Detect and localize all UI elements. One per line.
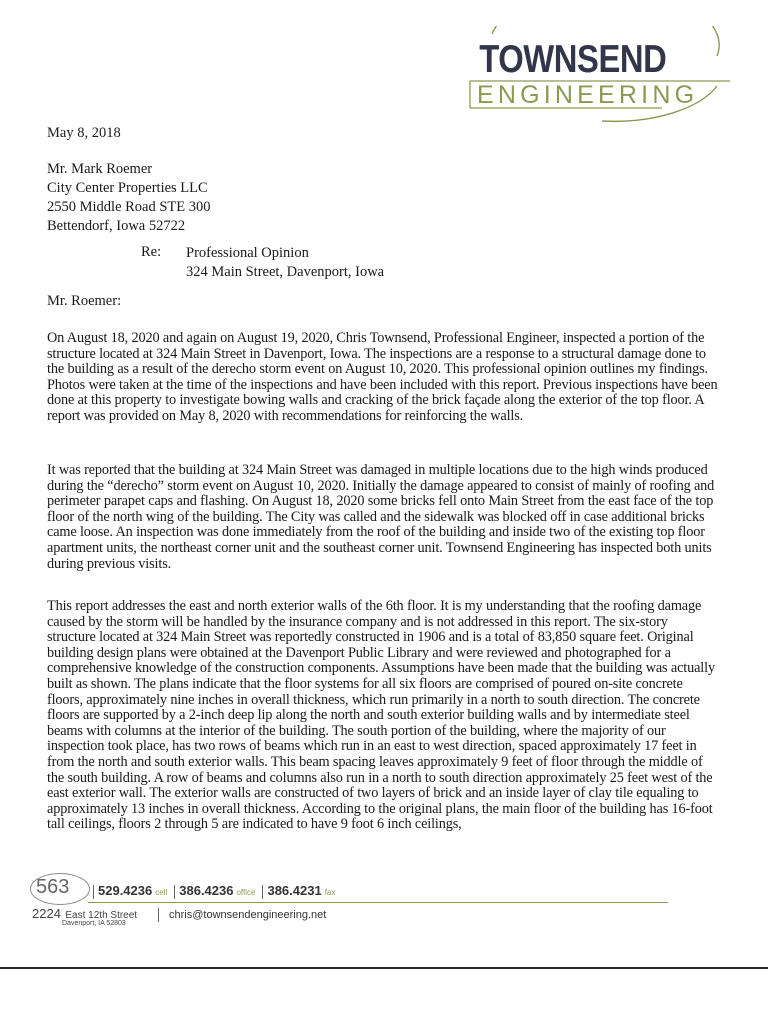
area-code: 563 — [36, 876, 70, 898]
re-label: Re: — [141, 244, 162, 260]
recipient-street: 2550 Middle Road STE 300 — [47, 199, 211, 215]
company-logo — [462, 26, 732, 126]
email-address: chris@townsendengineering.net — [158, 908, 338, 922]
recipient-address — [47, 160, 211, 236]
re-subject — [186, 244, 384, 282]
recipient-city: Bettendorf, Iowa 52722 — [47, 218, 186, 234]
body-paragraph-2: It was reported that the building at 324 Main Street was damaged in multiple locations due to the high winds produced during the “derecho” storm event on August 10, 2020. Initially the damage appeared to consist of mainly of roofing and perimeter parapet caps and flashing. On August 18, 2020 some bricks fell onto Main Street from the east face of the top floor of the north wing of the building. The City was called and the sidewalk was blocked off in case additional bricks came loose. An inspection was done immediately from the roof of the building and inside two of the existing top floor apartment units, the northeast corner unit and the southeast corner unit. Townsend Engineering has inspected both units during previous visits. — [47, 462, 715, 572]
divider — [174, 885, 175, 899]
letter-date: May 8, 2018 — [47, 125, 121, 141]
office-label: office — [236, 888, 256, 897]
fax-number: 386.4231 — [267, 883, 322, 898]
logo-wordmark: TOWNSEND — [479, 38, 667, 81]
cell-number: 529.4236 — [98, 883, 153, 898]
logo-subtitle: ENGINEERING — [477, 81, 699, 109]
page-bottom-rule — [0, 967, 768, 969]
letterhead-footer — [30, 873, 730, 933]
office-number: 386.4236 — [179, 883, 234, 898]
street-number: 2224 — [32, 906, 61, 921]
recipient-name: Mr. Mark Roemer — [47, 161, 153, 177]
body-paragraph-1: On August 18, 2020 and again on August 19, 2020, Chris Townsend, Professional Engineer, inspected a portion of the structure located at 324 Main Street in Davenport, Iowa. The inspections are a response to a structural damage done to the building as a result of the derecho storm event on August 10, 2020. This professional opinion outlines my findings. Photos were taken at the time of the inspections and have been included with this report. Previous inspections have been done at this property to investigate bowing walls and cracking of the brick façade along the exterior of the top floor. A report was provided on May 8, 2020 with recommendations for reinforcing the walls. — [47, 330, 718, 424]
re-line-2: 324 Main Street, Davenport, Iowa — [186, 264, 385, 280]
divider — [93, 885, 94, 899]
footer-rule — [88, 902, 668, 903]
divider — [262, 885, 263, 899]
re-line-1: Professional Opinion — [186, 245, 309, 261]
street-name: East 12th Street — [65, 910, 138, 921]
phone-numbers — [93, 883, 342, 899]
fax-label: fax — [324, 888, 336, 897]
salutation: Mr. Roemer: — [47, 293, 122, 309]
cell-label: cell — [155, 888, 168, 897]
body-paragraph-3: This report addresses the east and north exterior walls of the 6th floor. It is my understanding that the roofing damage caused by the storm will be handled by the insurance company and is not addressed in this report. The six-story structure located at 324 Main Street was reportedly constructed in 1906 and is a total of 83,850 square feet. Original building design plans were obtained at the Davenport Public Library and were reviewed and photographed for a comprehensive knowledge of the construction components. Assumptions have been made that the building was actually built as shown. The plans indicate that the floor systems for all six floors are comprised of poured on-site concrete floors, approximately nine inches in overall thickness, which run primarily in a north to south direction. The concrete floors are supported by a 2-inch deep lip along the north and south exterior building walls and by intermediate steel beams with columns at the interior of the building. The south portion of the building, where the majority of our inspection took place, has two rows of beams which run in an east to west direction, spaced approximately 17 feet in from the north and south exterior walls. This beam spacing leaves approximately 9 feet of floor through the middle of the south building. A row of beams and columns also run in a north to south direction approximately 25 feet west of the east exterior wall. The exterior walls are constructed of two layers of brick and an inside layer of clay tile equaling to approximately 13 inches in overall thickness. According to the original plans, the main floor of the building has 16-foot tall ceilings, floors 2 through 5 are indicated to have 9 foot 6 inch ceilings, — [47, 598, 715, 833]
footer-city: Davenport, IA 52803 — [62, 920, 126, 927]
recipient-company: City Center Properties LLC — [47, 180, 208, 196]
